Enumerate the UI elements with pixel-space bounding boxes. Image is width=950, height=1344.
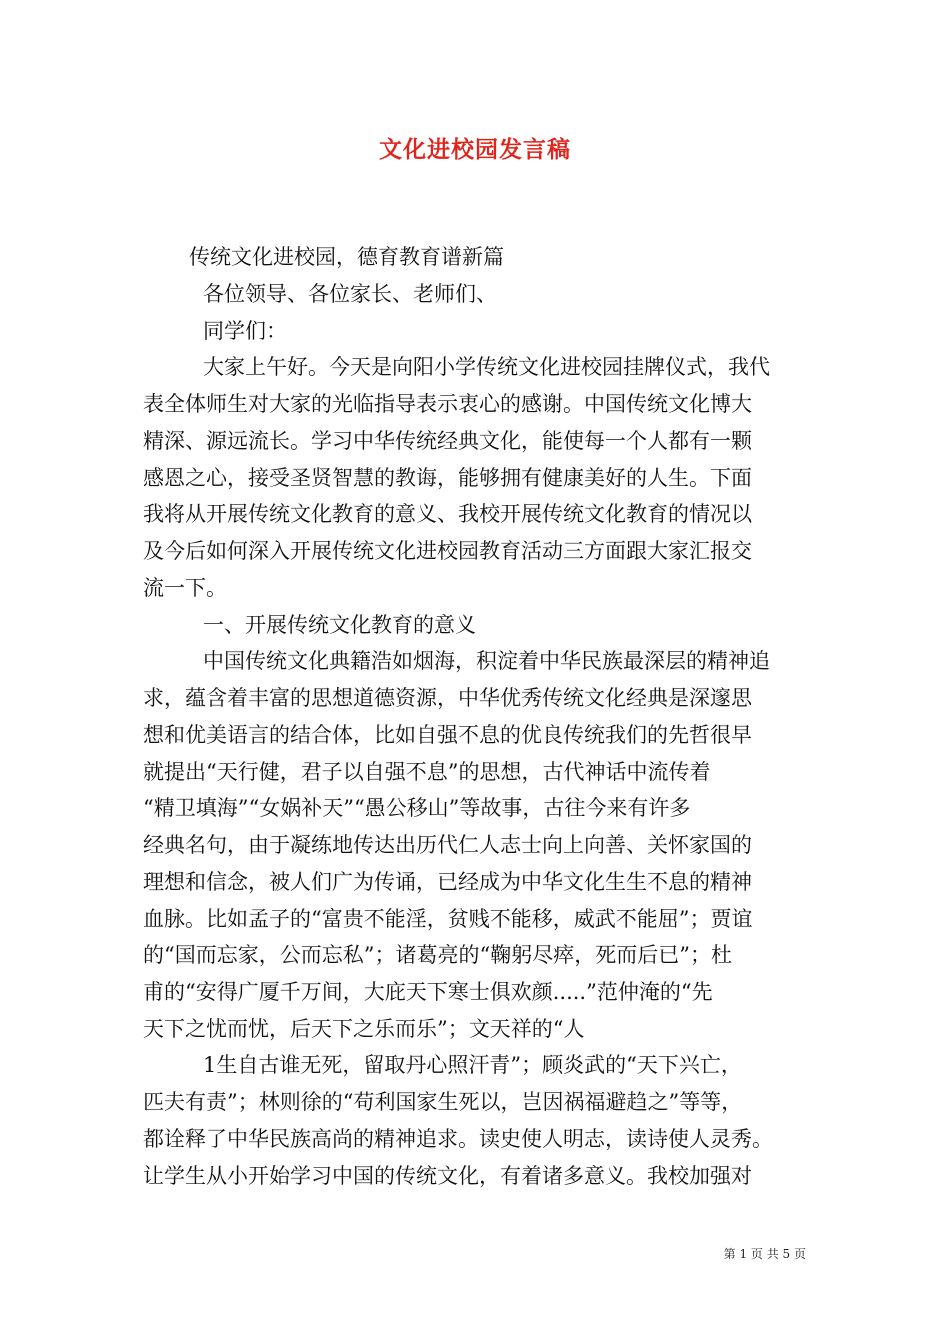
body-line: 精深、源远流长。学习中华传统经典文化，能使每一个人都有一颗: [143, 429, 752, 453]
salutation-line: 各位领导、各位家长、老师们、: [203, 282, 497, 306]
body-line: 都诠释了中华民族高尚的精神追求。读史使人明志，读诗使人灵秀。: [143, 1127, 773, 1151]
subtitle-line: 传统文化进校园，德育教育谱新篇: [189, 245, 504, 269]
document-title: 文化进校园发言稿: [379, 136, 571, 163]
body-line: 求，蕴含着丰富的思想道德资源，中华优秀传统文化经典是深邃思: [143, 686, 752, 710]
body-line: 经典名句，由于凝练地传达出历代仁人志士向上向善、关怀家国的: [143, 833, 752, 857]
body-line: 让学生从小开始学习中国的传统文化，有着诸多意义。我校加强对: [143, 1164, 752, 1188]
body-line: 甫的“安得广厦千万间，大庇天下寒士俱欢颜.....”范仲淹的“先: [143, 980, 713, 1004]
body-line: 匹夫有责”；林则徐的“苟利国家生死以，岂因祸福避趋之”等等，: [143, 1090, 743, 1114]
page-number: 第 1 页 共 5 页: [723, 1247, 806, 1261]
body-line: 大家上午好。今天是向阳小学传统文化进校园挂牌仪式，我代: [203, 355, 770, 379]
body-line: 理想和信念，被人们广为传诵，已经成为中华文化生生不息的精神: [143, 870, 752, 894]
body-line: 1生自古谁无死，留取丹心照汗青”；顾炎武的“天下兴亡，: [203, 1053, 742, 1077]
body-line: 表全体师生对大家的光临指导表示衷心的感谢。中国传统文化博大: [143, 392, 752, 416]
body-line: 及今后如何深入开展传统文化进校园教育活动三方面跟大家汇报交: [143, 539, 752, 563]
body-line: 我将从开展传统文化教育的意义、我校开展传统文化教育的情况以: [143, 502, 752, 526]
body-line: “精卫填海”“女娲补天”“愚公移山”等故事，古往今来有许多: [143, 796, 691, 820]
body-line: 就提出“天行健，君子以自强不息”的思想，古代神话中流传着: [143, 760, 711, 784]
body-line: 的“国而忘家，公而忘私”；诸葛亮的“鞠躬尽瘁，死而后已”；杜: [143, 943, 732, 967]
body-line: 血脉。比如孟子的“富贵不能淫，贫贱不能移，威武不能屈”；贾谊: [143, 907, 753, 931]
salutation-line: 同学们：: [203, 319, 287, 343]
body-line: 感恩之心，接受圣贤智慧的教诲，能够拥有健康美好的人生。下面: [143, 466, 752, 490]
section-heading: 一、开展传统文化教育的意义: [203, 613, 476, 637]
body-line: 天下之忧而忧，后天下之乐而乐”；文天祥的“人: [143, 1017, 585, 1041]
body-line: 想和优美语言的结合体，比如自强不息的优良传统我们的先哲很早: [143, 723, 752, 747]
body-line: 流一下。: [143, 576, 227, 600]
body-line: 中国传统文化典籍浩如烟海，积淀着中华民族最深层的精神追: [203, 649, 770, 673]
